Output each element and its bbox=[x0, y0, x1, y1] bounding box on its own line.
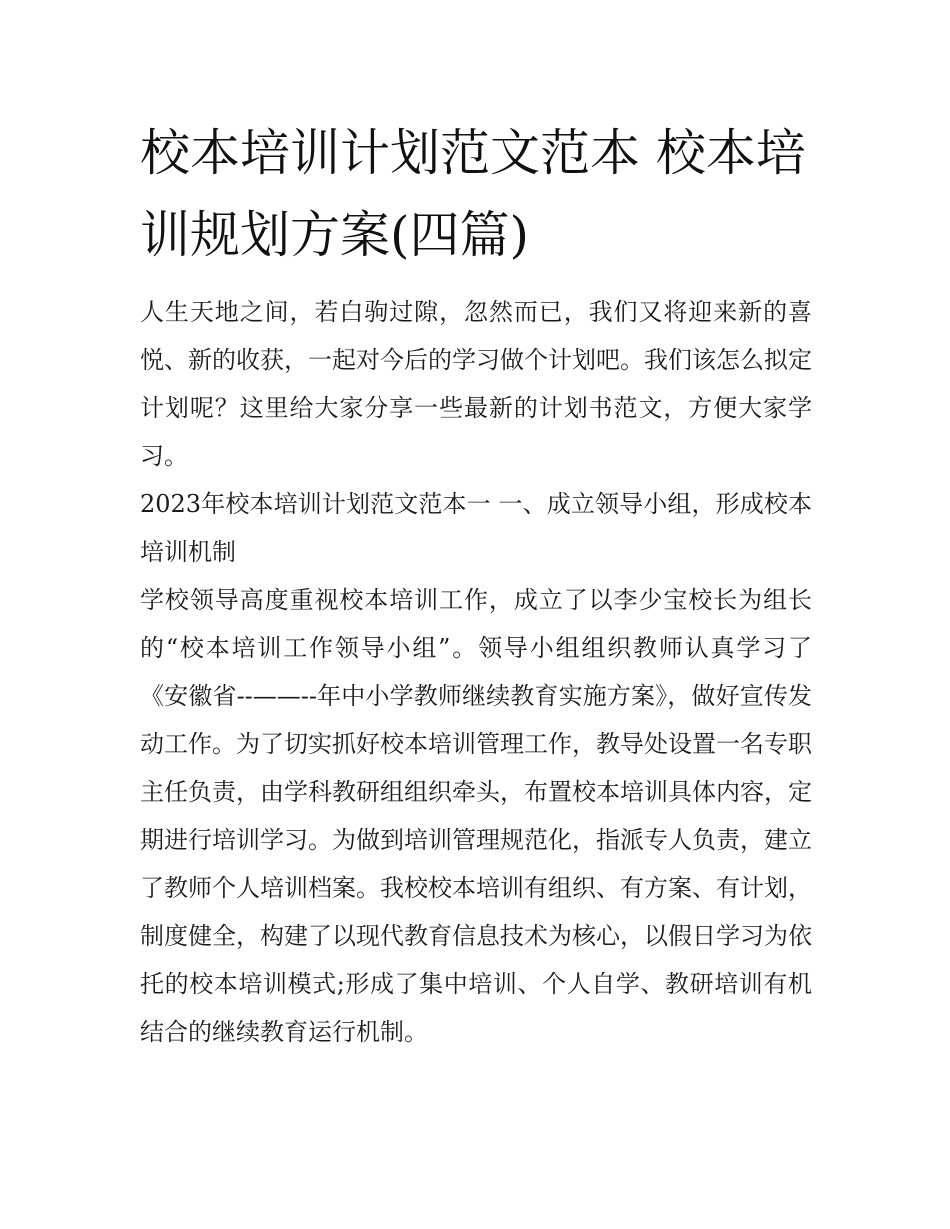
body-paragraph: 学校领导高度重视校本培训工作，成立了以李少宝校长为组长的“校本培训工作领导小组”。领导小组组织教师认真学习了《安徽省--——--年中小学教师继续教育实施方案》，做好宣传发动工作。为了切实抓好校本培训管理工作，教导处设置一名专职主任负责，由学科教研组组织牵头，布置校本培训具体内容，定期进行培训学习。为做到培训管理规范化，指派专人负责，建立了教师个人培训档案。我校校本培训有组织、有方案、有计划，制度健全，构建了以现代教育信息技术为核心，以假日学习为依托的校本培训模式;形成了集中培训、个人自学、教研培训有机结合的继续教育运行机制。 bbox=[140, 586, 812, 1046]
section-heading: 2023年校本培训计划范文范本一 一、成立领导小组，形成校本培训机制 bbox=[140, 490, 812, 566]
document-content bbox=[140, 112, 812, 1056]
document-title: 校本培训计划范文范本 校本培训规划方案(四篇) bbox=[140, 124, 806, 264]
intro-paragraph: 人生天地之间，若白驹过隙，忽然而已，我们又将迎来新的喜悦、新的收获，一起对今后的学习做个计划吧。我们该怎么拟定计划呢？这里给大家分享一些最新的计划书范文，方便大家学习。 bbox=[140, 298, 812, 470]
